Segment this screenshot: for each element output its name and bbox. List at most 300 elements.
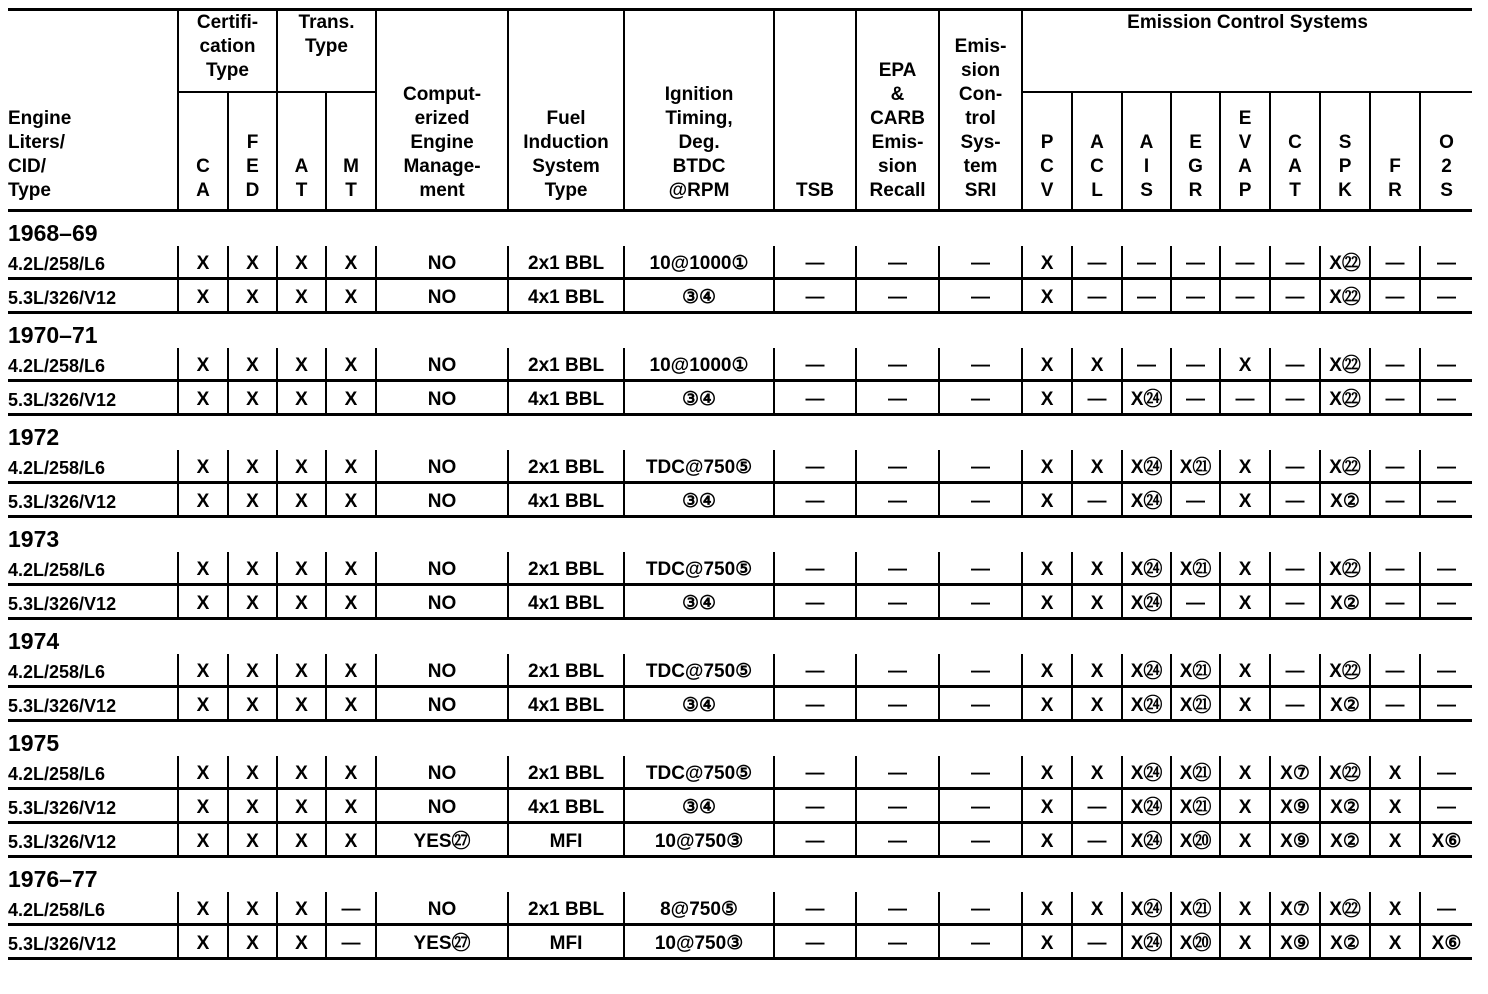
header-line: Timing, [665, 107, 733, 129]
header-line: C [1090, 155, 1104, 177]
table-cell: X [1022, 348, 1072, 381]
table-cell: X② [1320, 822, 1370, 856]
header-line: CID/ [8, 155, 46, 177]
header-line: F [246, 131, 259, 153]
header-line: Liters/ [8, 131, 66, 153]
table-cell: NO [376, 450, 508, 483]
table-cell: 2x1 BBL [508, 552, 624, 585]
table-cell: — [939, 450, 1022, 483]
table-cell: X [326, 246, 376, 279]
table-cell: X㉒ [1320, 450, 1370, 483]
table-cell: X [178, 892, 228, 925]
header-ecs-egr [1171, 92, 1220, 210]
table-cell: ③④ [624, 584, 774, 618]
table-cell: — [1270, 380, 1320, 414]
header-ecs-pcv [1022, 92, 1072, 210]
header-computerized-engine-management [376, 10, 508, 211]
table-cell: NO [376, 756, 508, 789]
header-line: Induction [523, 131, 609, 153]
table-cell: — [1072, 246, 1122, 279]
table-cell: X [1022, 380, 1072, 414]
table-cell: — [1420, 482, 1472, 516]
table-cell: NO [376, 552, 508, 585]
table-cell: X⑳ [1171, 924, 1220, 958]
table-cell: — [1420, 380, 1472, 414]
table-cell: X [228, 246, 277, 279]
header-ecs-o2s [1420, 92, 1472, 210]
table-cell: X [1022, 278, 1072, 312]
header-line: C [1288, 131, 1302, 153]
header-line: E [1238, 107, 1252, 129]
table-cell: X [326, 788, 376, 822]
table-cell: — [1171, 380, 1220, 414]
engine-cell: 5.3L/326/V12 [8, 482, 178, 516]
header-line: M [343, 155, 359, 177]
table-cell: X㉒ [1320, 246, 1370, 279]
table-cell: X [277, 246, 326, 279]
header-line: SRI [964, 179, 997, 201]
table-cell: X⑨ [1270, 822, 1320, 856]
table-cell: 2x1 BBL [508, 246, 624, 279]
header-line: trol [965, 107, 996, 129]
header-line: I [1143, 155, 1150, 177]
header-line: A [1090, 131, 1104, 153]
table-cell: — [774, 552, 856, 585]
table-cell: X [228, 552, 277, 585]
header-line: Con- [958, 83, 1003, 105]
table-header [8, 10, 1472, 211]
table-cell: — [939, 756, 1022, 789]
table-cell: X [178, 584, 228, 618]
table-row [8, 348, 1472, 381]
table-cell: — [1370, 654, 1420, 687]
table-cell: X [1220, 756, 1270, 789]
table-cell: X [277, 450, 326, 483]
table-cell: X [1220, 788, 1270, 822]
table-cell: X㉔ [1122, 924, 1171, 958]
table-cell: — [1370, 348, 1420, 381]
table-row [8, 450, 1472, 483]
table-cell: NO [376, 348, 508, 381]
table-cell: — [939, 892, 1022, 925]
table-cell: 2x1 BBL [508, 892, 624, 925]
table-cell: — [1270, 482, 1320, 516]
header-line: A [196, 179, 210, 201]
header-line: D [245, 179, 260, 201]
header-line: T [295, 179, 308, 201]
table-row [8, 654, 1472, 687]
table-cell: X [1022, 654, 1072, 687]
engine-cell: 5.3L/326/V12 [8, 686, 178, 720]
header-line: @RPM [668, 179, 730, 201]
table-cell: X㉔ [1122, 380, 1171, 414]
table-cell: X [1370, 822, 1420, 856]
table-row [8, 924, 1472, 958]
table-cell: — [856, 278, 939, 312]
year-row [8, 312, 1472, 348]
table-cell: ③④ [624, 788, 774, 822]
header-line: Manage- [403, 155, 481, 177]
table-cell: X [1022, 552, 1072, 585]
table-cell: — [1270, 654, 1320, 687]
table-row [8, 584, 1472, 618]
table-cell: ③④ [624, 278, 774, 312]
table-cell: — [1370, 450, 1420, 483]
table-cell: — [1171, 482, 1220, 516]
table-cell: — [1370, 686, 1420, 720]
table-cell: — [1122, 278, 1171, 312]
table-cell: X [178, 552, 228, 585]
table-cell: X [228, 788, 277, 822]
table-cell: X [326, 686, 376, 720]
table-cell: NO [376, 686, 508, 720]
table-cell: X [178, 482, 228, 516]
table-cell: NO [376, 788, 508, 822]
header-line: Engine [410, 131, 474, 153]
table-cell: — [856, 892, 939, 925]
header-line: TSB [796, 179, 835, 201]
table-cell: NO [376, 584, 508, 618]
table-cell: — [1370, 246, 1420, 279]
table-cell: — [856, 584, 939, 618]
table-cell: X [1220, 584, 1270, 618]
table-cell: — [939, 278, 1022, 312]
table-cell: X [326, 822, 376, 856]
table-cell: — [774, 450, 856, 483]
table-cell: X⑳ [1171, 822, 1220, 856]
table-cell: X㉔ [1122, 822, 1171, 856]
header-line: A [1288, 155, 1302, 177]
table-cell: 4x1 BBL [508, 788, 624, 822]
engine-cell: 4.2L/258/L6 [8, 654, 178, 687]
header-line: Type [206, 60, 249, 81]
table-row [8, 686, 1472, 720]
header-line: K [1338, 179, 1352, 201]
table-cell: X㉔ [1122, 552, 1171, 585]
header-engine [8, 10, 178, 211]
table-cell: — [1420, 756, 1472, 789]
table-cell: X⑥ [1420, 822, 1472, 856]
table-cell: — [1270, 584, 1320, 618]
table-cell: TDC@750⑤ [624, 552, 774, 585]
table-cell: X㉑ [1171, 686, 1220, 720]
header-line: S [1440, 179, 1453, 201]
table-cell: 10@1000① [624, 246, 774, 279]
year-row [8, 414, 1472, 450]
table-cell: — [939, 788, 1022, 822]
header-ecs-spk [1320, 92, 1370, 210]
table-cell: X㉔ [1122, 686, 1171, 720]
header-emission-sri [939, 10, 1022, 211]
header-line: V [1238, 131, 1252, 153]
engine-cell: 4.2L/258/L6 [8, 756, 178, 789]
table-cell: 2x1 BBL [508, 756, 624, 789]
table-cell: — [1420, 584, 1472, 618]
table-cell: — [1122, 348, 1171, 381]
header-line: System [532, 155, 600, 177]
table-cell: X [277, 924, 326, 958]
table-cell: — [1270, 686, 1320, 720]
header-line: S [1140, 179, 1153, 201]
table-cell: — [1072, 924, 1122, 958]
header-trans-type [277, 10, 376, 93]
table-cell: — [1420, 348, 1472, 381]
table-cell: X [178, 380, 228, 414]
header-line: & [890, 83, 905, 105]
table-cell: — [939, 482, 1022, 516]
table-cell: — [1370, 552, 1420, 585]
table-cell: 4x1 BBL [508, 380, 624, 414]
table-cell: — [856, 822, 939, 856]
header-line: S [1338, 131, 1352, 153]
header-line: Emis- [954, 35, 1007, 57]
table-cell: X [178, 822, 228, 856]
table-cell: X⑦ [1270, 756, 1320, 789]
table-cell: — [1420, 892, 1472, 925]
table-cell: X㉒ [1320, 892, 1370, 925]
table-cell: — [774, 482, 856, 516]
header-line: erized [414, 107, 470, 129]
table-cell: X [326, 654, 376, 687]
table-cell: — [856, 654, 939, 687]
table-cell: X [228, 584, 277, 618]
table-cell: X [326, 348, 376, 381]
table-cell: 2x1 BBL [508, 654, 624, 687]
table-cell: X [1220, 822, 1270, 856]
header-certification-type [178, 10, 277, 93]
table-cell: — [939, 822, 1022, 856]
table-cell: X [326, 756, 376, 789]
table-cell: — [774, 380, 856, 414]
table-cell: ③④ [624, 380, 774, 414]
emission-spec-table [8, 8, 1472, 960]
table-cell: X㉒ [1320, 756, 1370, 789]
year-row [8, 618, 1472, 654]
table-cell: — [774, 584, 856, 618]
table-cell: — [774, 788, 856, 822]
table-cell: 2x1 BBL [508, 348, 624, 381]
header-line: Sys- [960, 131, 1001, 153]
header-line: sion [961, 59, 1001, 81]
table-cell: — [774, 278, 856, 312]
table-cell: MFI [508, 822, 624, 856]
table-cell: X [228, 892, 277, 925]
table-cell: X [1022, 686, 1072, 720]
table-cell: — [856, 788, 939, 822]
table-cell: — [939, 552, 1022, 585]
table-row [8, 278, 1472, 312]
table-cell: X [228, 756, 277, 789]
header-ecs-cat [1270, 92, 1320, 210]
table-cell: X [1220, 654, 1270, 687]
table-cell: X [228, 348, 277, 381]
header-line: Emis- [871, 131, 924, 153]
year-row [8, 516, 1472, 552]
table-cell: — [1171, 246, 1220, 279]
table-cell: X [228, 686, 277, 720]
header-line: Comput- [402, 83, 482, 105]
table-cell: X㉒ [1320, 552, 1370, 585]
table-cell: X [1022, 450, 1072, 483]
table-cell: X⑨ [1270, 788, 1320, 822]
header-line: ment [419, 179, 465, 201]
table-cell: — [774, 822, 856, 856]
year-label: 1972 [8, 414, 1472, 450]
table-cell: X [1022, 756, 1072, 789]
table-cell: — [1420, 788, 1472, 822]
table-cell: — [1220, 278, 1270, 312]
table-cell: X [1370, 924, 1420, 958]
table-cell: X [1022, 584, 1072, 618]
header-line: C [1040, 155, 1054, 177]
table-cell: — [1270, 278, 1320, 312]
engine-cell: 5.3L/326/V12 [8, 278, 178, 312]
table-row [8, 482, 1472, 516]
engine-cell: 4.2L/258/L6 [8, 348, 178, 381]
header-line: Emission Control Systems [1127, 12, 1368, 33]
table-cell: X [228, 450, 277, 483]
table-cell: X [228, 654, 277, 687]
engine-cell: 5.3L/326/V12 [8, 924, 178, 958]
table-cell: X② [1320, 788, 1370, 822]
header-line: Deg. [678, 131, 720, 153]
table-cell: ③④ [624, 482, 774, 516]
header-line: G [1188, 155, 1203, 177]
header-line: Engine [8, 107, 72, 129]
header-line: T [345, 179, 357, 201]
table-cell: X② [1320, 482, 1370, 516]
table-cell: X [326, 278, 376, 312]
table-cell: X [178, 450, 228, 483]
table-cell: X② [1320, 686, 1370, 720]
table-row [8, 380, 1472, 414]
table-cell: X [228, 380, 277, 414]
table-cell: — [1420, 552, 1472, 585]
table-cell: 4x1 BBL [508, 482, 624, 516]
table-cell: — [1122, 246, 1171, 279]
table-cell: X [1022, 892, 1072, 925]
table-cell: X [326, 552, 376, 585]
table-cell: X [277, 686, 326, 720]
table-cell: — [939, 348, 1022, 381]
table-cell: — [1270, 348, 1320, 381]
table-cell: X [277, 788, 326, 822]
table-row [8, 822, 1472, 856]
table-cell: X [178, 348, 228, 381]
table-cell: X [1220, 482, 1270, 516]
table-cell: X [277, 278, 326, 312]
table-cell: — [1270, 552, 1320, 585]
table-cell: X [178, 654, 228, 687]
table-cell: X [1022, 822, 1072, 856]
table-cell: X [178, 756, 228, 789]
year-label: 1973 [8, 516, 1472, 552]
year-label: 1974 [8, 618, 1472, 654]
table-cell: — [326, 924, 376, 958]
table-row [8, 246, 1472, 279]
table-cell: X [1072, 348, 1122, 381]
table-cell: — [856, 552, 939, 585]
table-row [8, 788, 1472, 822]
table-cell: TDC@750⑤ [624, 654, 774, 687]
table-cell: X㉔ [1122, 788, 1171, 822]
table-cell: — [774, 924, 856, 958]
table-cell: X㉔ [1122, 756, 1171, 789]
table-cell: — [326, 892, 376, 925]
table-cell: 10@750③ [624, 822, 774, 856]
table-cell: X㉑ [1171, 788, 1220, 822]
engine-cell: 4.2L/258/L6 [8, 892, 178, 925]
table-cell: X [1370, 892, 1420, 925]
header-epa-carb-recall [856, 10, 939, 211]
table-cell: — [856, 348, 939, 381]
header-line: P [1338, 155, 1352, 177]
table-cell: — [774, 892, 856, 925]
header-line: A [1139, 131, 1154, 153]
table-cell: X [277, 822, 326, 856]
header-line: C [196, 155, 210, 177]
table-cell: NO [376, 380, 508, 414]
table-cell: — [774, 756, 856, 789]
table-cell: NO [376, 278, 508, 312]
table-cell: NO [376, 482, 508, 516]
engine-cell: 5.3L/326/V12 [8, 822, 178, 856]
table-cell: X㉒ [1320, 380, 1370, 414]
table-cell: — [1171, 584, 1220, 618]
table-cell: X [277, 892, 326, 925]
table-cell: X [228, 924, 277, 958]
table-cell: X [277, 552, 326, 585]
header-ecs-ais [1122, 92, 1171, 210]
table-cell: — [774, 686, 856, 720]
table-row [8, 756, 1472, 789]
table-cell: X [178, 924, 228, 958]
header-line: T [1289, 179, 1301, 201]
table-cell: X [1022, 482, 1072, 516]
table-cell: — [939, 380, 1022, 414]
header-line: F [1389, 155, 1401, 177]
header-line: cation [199, 36, 256, 57]
table-body [8, 210, 1472, 958]
table-cell: — [1072, 788, 1122, 822]
header-line: 2 [1441, 155, 1452, 177]
table-cell: — [1072, 482, 1122, 516]
table-cell: 4x1 BBL [508, 278, 624, 312]
table-cell: — [856, 482, 939, 516]
table-cell: X [1072, 654, 1122, 687]
table-cell: — [774, 246, 856, 279]
header-line: E [246, 155, 259, 177]
table-cell: X⑨ [1270, 924, 1320, 958]
table-cell: — [1370, 482, 1420, 516]
table-cell: — [856, 380, 939, 414]
table-cell: X㉔ [1122, 654, 1171, 687]
table-cell: — [1270, 450, 1320, 483]
table-cell: X [326, 380, 376, 414]
table-cell: ③④ [624, 686, 774, 720]
table-cell: MFI [508, 924, 624, 958]
table-cell: X② [1320, 924, 1370, 958]
header-fuel-induction [508, 10, 624, 211]
table-cell: — [1270, 246, 1320, 279]
table-row [8, 892, 1472, 925]
table-cell: TDC@750⑤ [624, 756, 774, 789]
table-cell: X [1022, 246, 1072, 279]
table-cell: — [856, 686, 939, 720]
header-line: R [1388, 179, 1402, 201]
table-cell: X [277, 482, 326, 516]
table-cell: X [277, 584, 326, 618]
